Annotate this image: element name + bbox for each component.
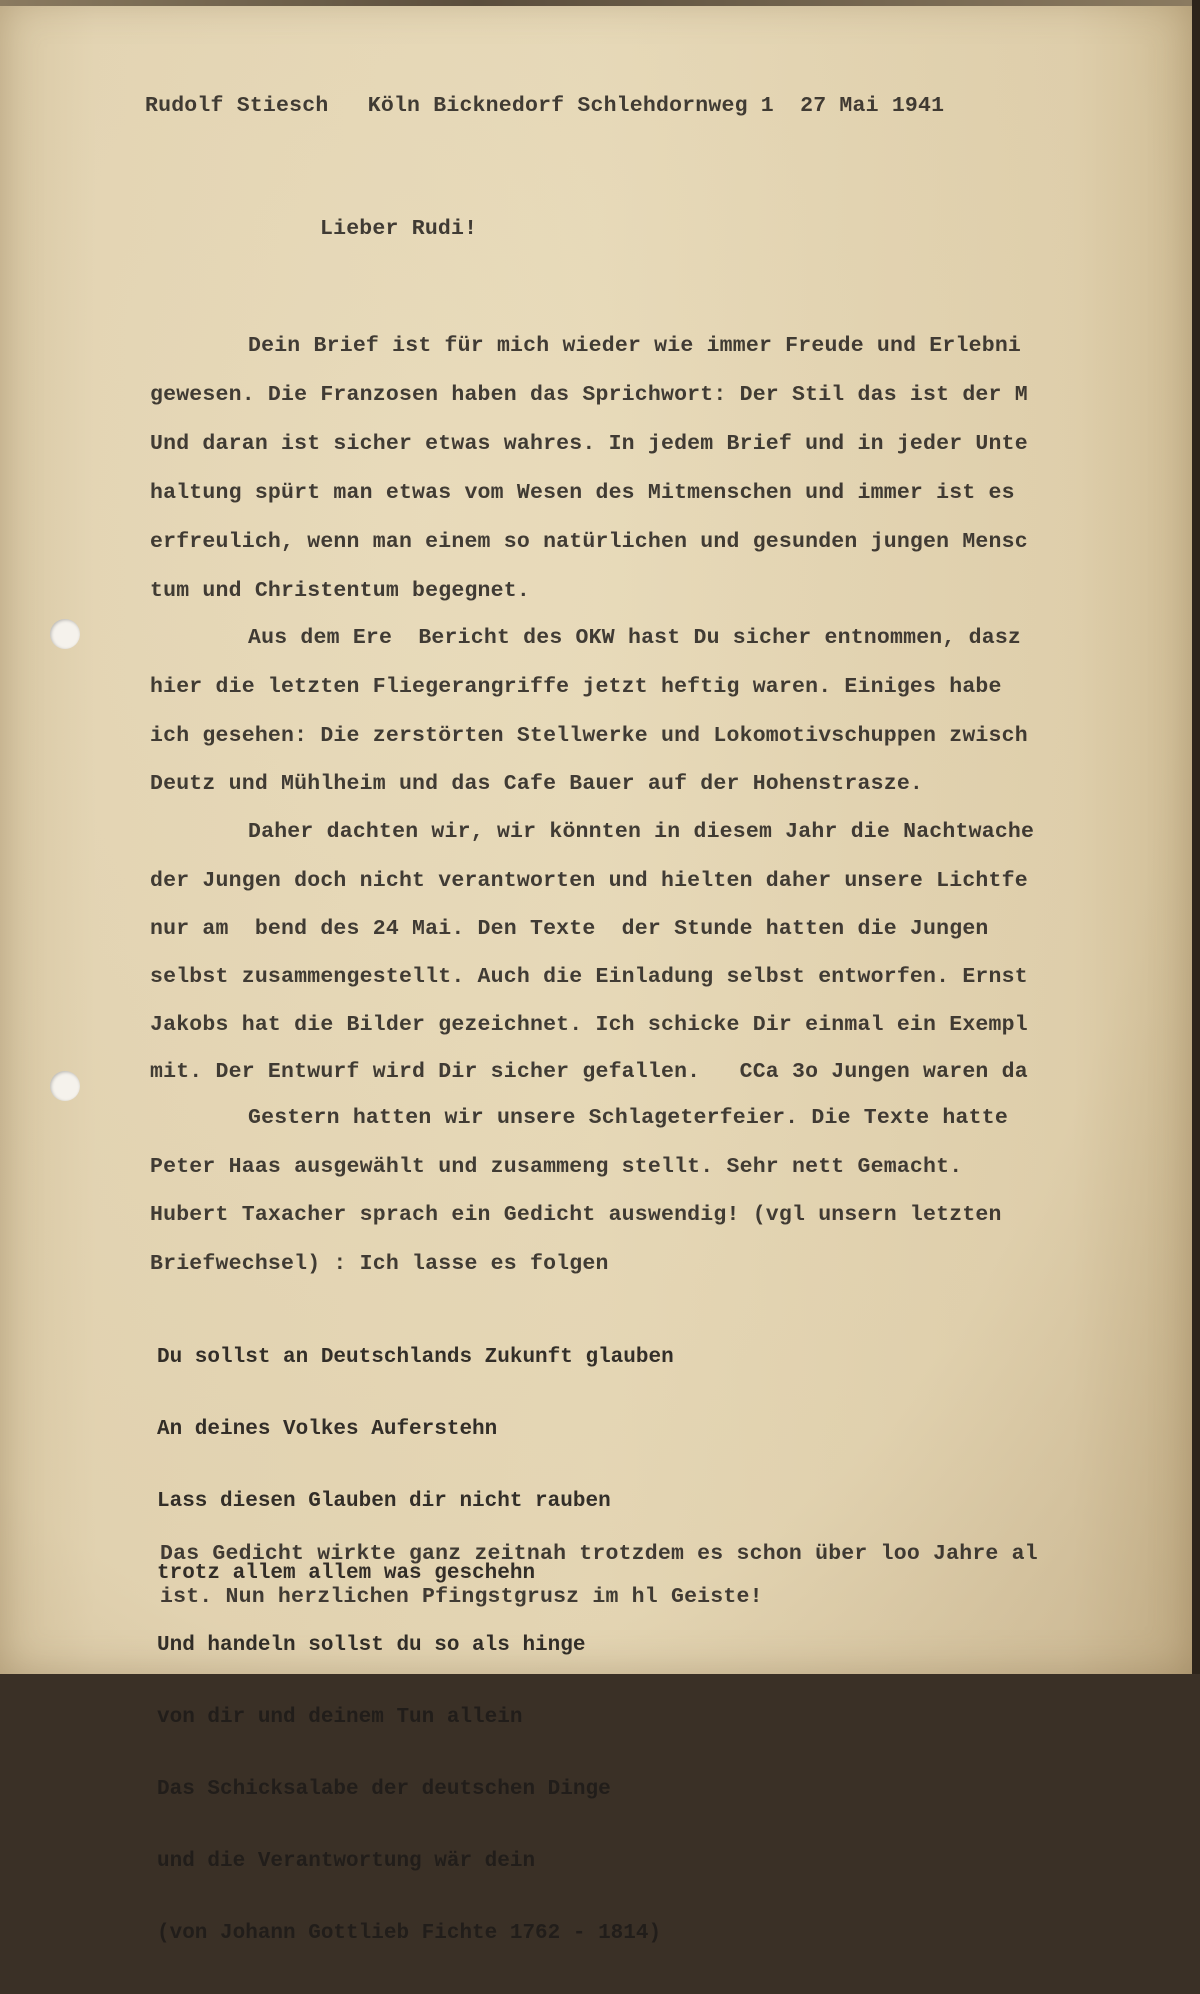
paragraph1-line: erfreulich, wenn man einem so natürlichen und gesunden jungen Mensc [150,530,1028,554]
paragraph3-line: nur am bend des 24 Mai. Den Texte der Stunde hatten die Jungen [150,917,989,941]
closing-line: Das Gedicht wirkte ganz zeitnah trotzdem es schon über loo Jahre al [160,1542,1038,1566]
paper-right-edge [1192,0,1200,1674]
paragraph4-line: Briefwechsel) : Ich lasse es folgen [150,1252,609,1276]
paragraph1-line: Und daran ist sicher etwas wahres. In jedem Brief und in jeder Unte [150,432,1028,456]
salutation: Lieber Rudi! [320,217,478,241]
poem-line: von dir und deinem Tun allein [157,1706,523,1729]
poem-line: Und handeln sollst du so als hinge [157,1634,586,1657]
poem-line: Du sollst an Deutschlands Zukunft glauben [157,1346,674,1369]
poem-attribution: (von Johann Gottlieb Fichte 1762 - 1814) [157,1922,662,1945]
poem-line: Lass diesen Glauben dir nicht rauben [157,1490,611,1513]
paper-top-edge [0,0,1192,6]
paragraph3-line: der Jungen doch nicht verantworten und hielten daher unsere Lichtfe [150,869,1028,893]
poem-line: An deines Volkes Auferstehn [157,1418,498,1441]
paragraph3-line: selbst zusammengestellt. Auch die Einladung selbst entworfen. Ernst [150,965,1028,989]
paragraph4-line: Peter Haas ausgewählt und zusammeng stellt. Sehr nett Gemacht. [150,1155,963,1179]
paragraph2-line: ich gesehen: Die zerstörten Stellwerke und Lokomotivschuppen zwisch [150,724,1028,748]
poem-block [157,1298,674,1994]
paragraph4-line: Hubert Taxacher sprach ein Gedicht auswendig! (vgl unsern letzten [150,1203,1002,1227]
paragraph2-line: Aus dem Ere Bericht des OKW hast Du sicher entnommen, dasz [248,626,1022,650]
paragraph1-line: haltung spürt man etwas vom Wesen des Mitmenschen und immer ist es [150,481,1015,505]
closing-line: ist. Nun herzlichen Pfingstgrusz im hl Geiste! [160,1585,763,1609]
paragraph2-line: Deutz und Mühlheim und das Cafe Bauer auf der Hohenstrasze. [150,772,924,796]
punch-hole-lower [50,1071,80,1101]
poem-line: trotz allem allem was geschehn [157,1562,536,1585]
paragraph3-line: mit. Der Entwurf wird Dir sicher gefallen. CCa 3o Jungen waren da [150,1060,1028,1084]
poem-line: Das Schicksalabe der deutschen Dinge [157,1778,611,1801]
paragraph4-line: Gestern hatten wir unsere Schlageterfeier. Die Texte hatte [248,1106,1008,1130]
paragraph3-line: Daher dachten wir, wir könnten in diesem Jahr die Nachtwache [248,820,1035,844]
paragraph1-line: tum und Christentum begegnet. [150,579,530,603]
paragraph2-line: hier die letzten Fliegerangriffe jetzt heftig waren. Einiges habe [150,675,1002,699]
paragraph3-line: Jakobs hat die Bilder gezeichnet. Ich schicke Dir einmal ein Exempl [150,1013,1028,1037]
paragraph1-line: gewesen. Die Franzosen haben das Sprichwort: Der Stil das ist der M [150,383,1028,407]
paragraph1-line: Dein Brief ist für mich wieder wie immer Freude und Erlebni [248,334,1022,358]
letter-header: Rudolf Stiesch Köln Bicknedorf Schlehdornweg 1 27 Mai 1941 [145,94,945,118]
punch-hole-upper [50,619,80,649]
poem-line: und die Verantwortung wär dein [157,1850,536,1873]
